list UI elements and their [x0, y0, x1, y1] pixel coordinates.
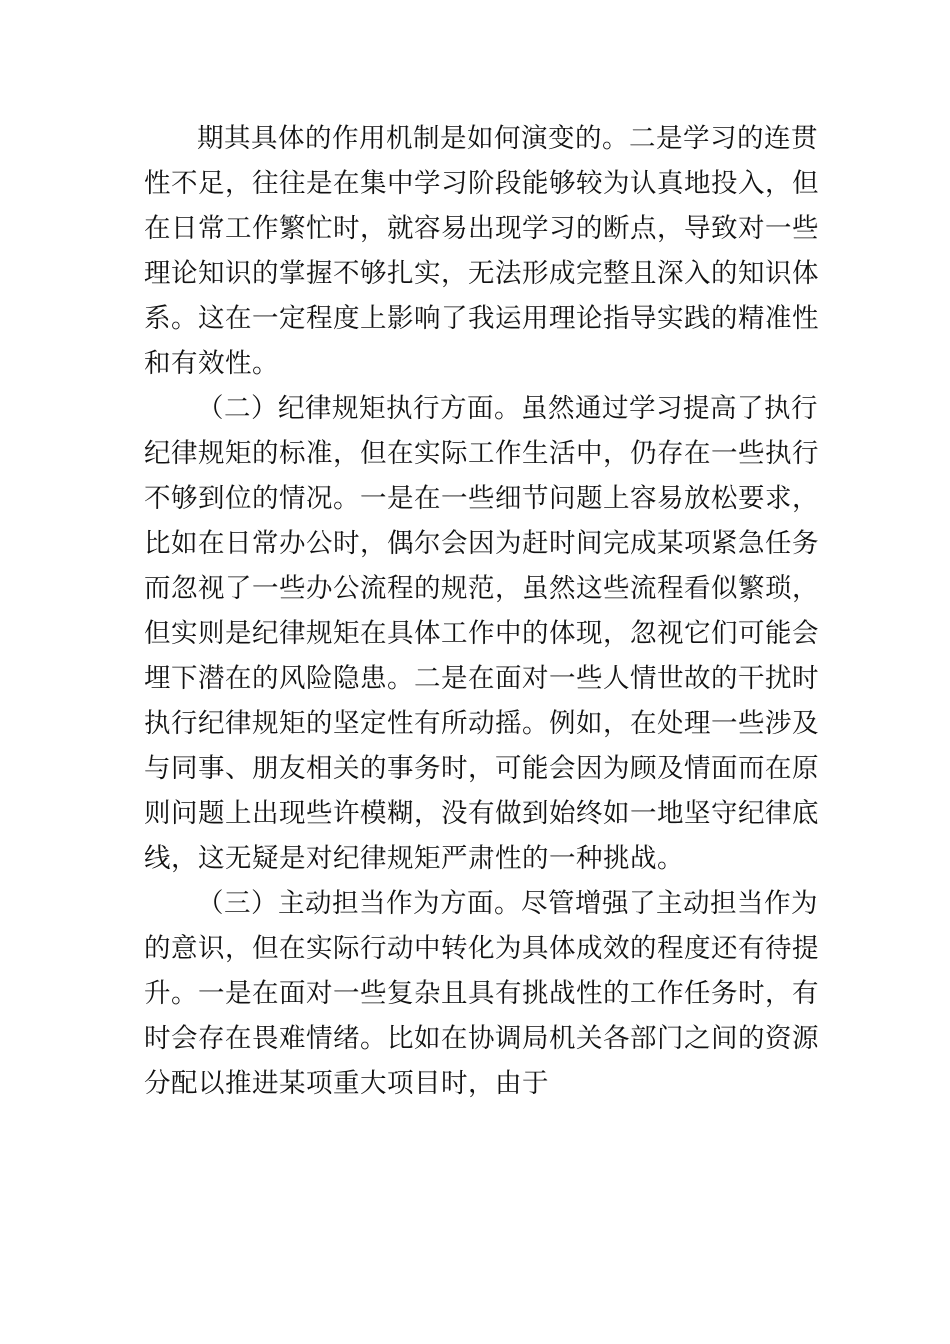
text-line: 升。一是在面对一些复杂且具有挑战性的工作任务时，有 [144, 978, 819, 1009]
body-text [144, 116, 819, 1106]
text-line: 期其具体的作用机制是如何演变的。二是学习的连贯 [197, 123, 818, 154]
text-line: 则问题上出现些许模糊，没有做到始终如一地坚守纪律底 [144, 798, 819, 829]
text-line: 性不足，往往是在集中学习阶段能够较为认真地投入，但 [144, 168, 819, 199]
text-line: 但实则是纪律规矩在具体工作中的体现，忽视它们可能会 [144, 618, 819, 649]
text-line: 和有效性。 [144, 348, 279, 379]
section-heading-line: （二）纪律规矩执行方面。虽然通过学习提高了执行 [197, 393, 818, 424]
text-line: 时会存在畏难情绪。比如在协调局机关各部门之间的资源 [144, 1023, 819, 1054]
text-line: 比如在日常办公时，偶尔会因为赶时间完成某项紧急任务 [144, 528, 819, 559]
text-line: 与同事、朋友相关的事务时，可能会因为顾及情面而在原 [144, 753, 819, 784]
text-line: 理论知识的掌握不够扎实，无法形成完整且深入的知识体 [144, 258, 819, 289]
text-line: 纪律规矩的标准，但在实际工作生活中，仍存在一些执行 [144, 438, 819, 469]
text-line: 系。这在一定程度上影响了我运用理论指导实践的精准性 [144, 303, 819, 334]
text-line: 执行纪律规矩的坚定性有所动摇。例如，在处理一些涉及 [144, 708, 819, 739]
text-line: 而忽视了一些办公流程的规范，虽然这些流程看似繁琐， [144, 573, 819, 604]
text-line: 的意识，但在实际行动中转化为具体成效的程度还有待提 [144, 933, 819, 964]
text-line: 不够到位的情况。一是在一些细节问题上容易放松要求， [144, 483, 819, 514]
section-heading-line: （三）主动担当作为方面。尽管增强了主动担当作为 [197, 888, 818, 919]
text-line: 分配以推进某项重大项目时，由于 [144, 1068, 549, 1099]
text-line: 在日常工作繁忙时，就容易出现学习的断点，导致对一些 [144, 213, 819, 244]
text-line: 线，这无疑是对纪律规矩严肃性的一种挑战。 [144, 843, 684, 874]
text-line: 埋下潜在的风险隐患。二是在面对一些人情世故的干扰时 [144, 663, 819, 694]
